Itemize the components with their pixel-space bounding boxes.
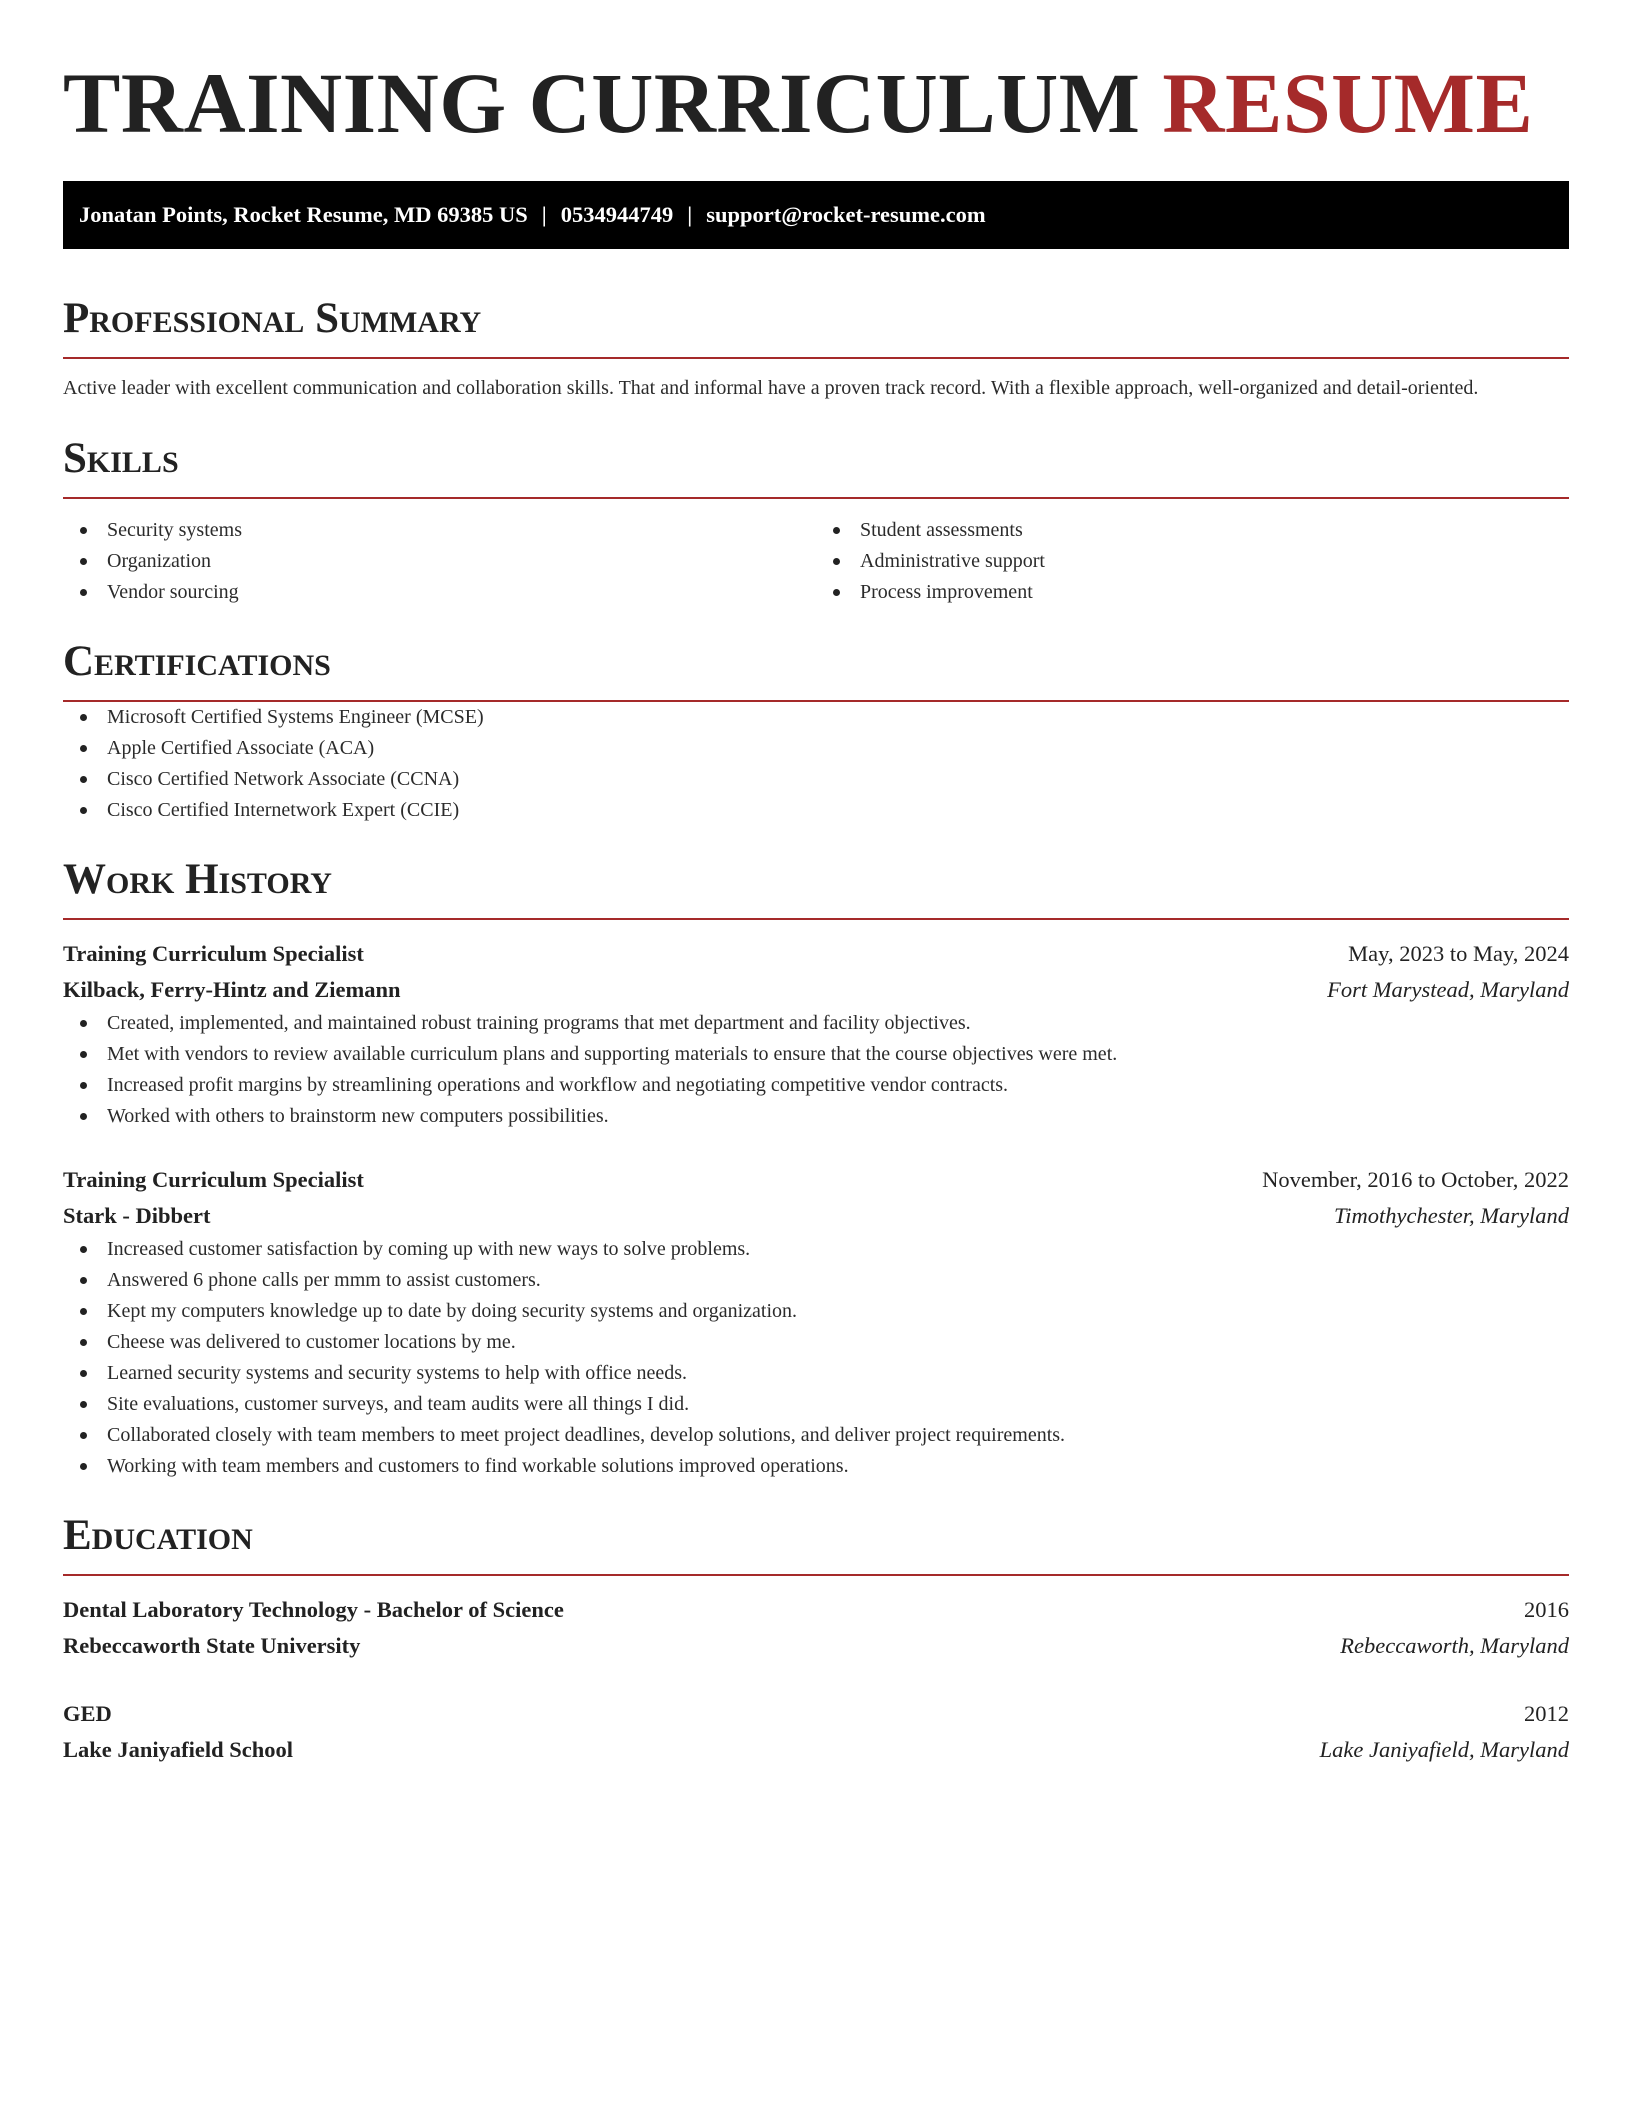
certification-item: Microsoft Certified Systems Engineer (MCSE) bbox=[63, 702, 1569, 733]
skills-heading: Skills bbox=[63, 435, 179, 482]
summary-text: Active leader with excellent communication and collaboration skills. That and informal have a proven track record. With a flexible approach, well-organized and detail-oriented. bbox=[63, 377, 1479, 399]
job-duty-item: Kept my computers knowledge up to date by doing security systems and organization. bbox=[63, 1296, 1569, 1327]
contact-separator: | bbox=[687, 202, 693, 227]
education-degree: Dental Laboratory Technology - Bachelor of Science bbox=[63, 1597, 564, 1622]
skill-item: Vendor sourcing bbox=[63, 577, 816, 608]
education-school-row bbox=[63, 1732, 1569, 1768]
certifications-heading: Certifications bbox=[63, 638, 331, 685]
education-heading: Education bbox=[63, 1512, 253, 1559]
education-school: Lake Janiyafield School bbox=[63, 1737, 294, 1762]
certifications-section bbox=[63, 634, 1569, 826]
education-location: Rebeccaworth, Maryland bbox=[1340, 1633, 1569, 1658]
section-divider bbox=[63, 1574, 1569, 1576]
job-duty-item: Cheese was delivered to customer locations by me. bbox=[63, 1327, 1569, 1358]
skill-item: Administrative support bbox=[816, 546, 1569, 577]
education-year: 2012 bbox=[1524, 1701, 1569, 1726]
work-history-section bbox=[63, 852, 1569, 1482]
education-school-row bbox=[63, 1628, 1569, 1664]
job-duty-item: Worked with others to brainstorm new computers possibilities. bbox=[63, 1101, 1569, 1132]
contact-bar bbox=[63, 181, 1569, 249]
job-header-row bbox=[63, 1162, 1569, 1198]
skill-item: Process improvement bbox=[816, 577, 1569, 608]
skills-list-left bbox=[63, 515, 816, 608]
skills-grid bbox=[63, 515, 1569, 608]
job-title: Training Curriculum Specialist bbox=[63, 941, 364, 966]
certification-item: Cisco Certified Internetwork Expert (CCIE) bbox=[63, 795, 1569, 826]
title-accent: RESUME bbox=[1162, 55, 1534, 151]
job-company-row bbox=[63, 972, 1569, 1008]
resume-title bbox=[63, 48, 1569, 158]
job-company: Kilback, Ferry-Hintz and Ziemann bbox=[63, 977, 401, 1002]
job-location: Fort Marystead, Maryland bbox=[1327, 977, 1569, 1002]
job-duty-item: Created, implemented, and maintained robust training programs that met department and facility objectives. bbox=[63, 1008, 1569, 1039]
contact-address: Jonatan Points, Rocket Resume, MD 69385 US bbox=[79, 202, 528, 227]
job-dates: May, 2023 to May, 2024 bbox=[1348, 941, 1569, 966]
education-entry bbox=[63, 1592, 1569, 1664]
education-school: Rebeccaworth State University bbox=[63, 1633, 361, 1658]
education-section bbox=[63, 1508, 1569, 1768]
job-title: Training Curriculum Specialist bbox=[63, 1167, 364, 1192]
summary-section bbox=[63, 291, 1569, 403]
education-year: 2016 bbox=[1524, 1597, 1569, 1622]
job-duty-item: Answered 6 phone calls per mmm to assist customers. bbox=[63, 1265, 1569, 1296]
job-duty-item: Site evaluations, customer surveys, and team audits were all things I did. bbox=[63, 1389, 1569, 1420]
skills-list-right bbox=[816, 515, 1569, 608]
job-company: Stark - Dibbert bbox=[63, 1203, 211, 1228]
job-duty-item: Met with vendors to review available curriculum plans and supporting materials to ensure that the course objectives were met. bbox=[63, 1039, 1569, 1070]
section-divider bbox=[63, 357, 1569, 359]
job-entry bbox=[63, 1162, 1569, 1482]
certification-item: Apple Certified Associate (ACA) bbox=[63, 733, 1569, 764]
education-entry bbox=[63, 1696, 1569, 1768]
skills-section bbox=[63, 431, 1569, 608]
education-degree-row bbox=[63, 1592, 1569, 1628]
job-duties-list bbox=[63, 1234, 1569, 1482]
title-main: TRAINING CURRICULUM bbox=[63, 55, 1141, 151]
summary-heading: Professional Summary bbox=[63, 295, 482, 342]
certification-item: Cisco Certified Network Associate (CCNA) bbox=[63, 764, 1569, 795]
job-duty-item: Learned security systems and security systems to help with office needs. bbox=[63, 1358, 1569, 1389]
skill-item: Student assessments bbox=[816, 515, 1569, 546]
work-history-heading: Work History bbox=[63, 856, 332, 903]
section-divider bbox=[63, 918, 1569, 920]
job-dates: November, 2016 to October, 2022 bbox=[1262, 1167, 1569, 1192]
job-duty-item: Working with team members and customers to find workable solutions improved operations. bbox=[63, 1451, 1569, 1482]
job-header-row bbox=[63, 936, 1569, 972]
job-entry bbox=[63, 936, 1569, 1132]
education-degree: GED bbox=[63, 1701, 112, 1726]
job-company-row bbox=[63, 1198, 1569, 1234]
contact-separator: | bbox=[541, 202, 547, 227]
job-duty-item: Increased customer satisfaction by coming up with new ways to solve problems. bbox=[63, 1234, 1569, 1265]
skill-item: Security systems bbox=[63, 515, 816, 546]
contact-email[interactable]: support@rocket-resume.com bbox=[706, 202, 986, 227]
job-duty-item: Collaborated closely with team members to meet project deadlines, develop solutions, and deliver project requirements. bbox=[63, 1420, 1569, 1451]
job-duties-list bbox=[63, 1008, 1569, 1132]
contact-phone: 0534944749 bbox=[560, 202, 674, 227]
education-location: Lake Janiyafield, Maryland bbox=[1319, 1737, 1569, 1762]
job-location: Timothychester, Maryland bbox=[1334, 1203, 1569, 1228]
job-duty-item: Increased profit margins by streamlining operations and workflow and negotiating competitive vendor contracts. bbox=[63, 1070, 1569, 1101]
certifications-list bbox=[63, 702, 1569, 826]
skill-item: Organization bbox=[63, 546, 816, 577]
education-degree-row bbox=[63, 1696, 1569, 1732]
section-divider bbox=[63, 497, 1569, 499]
